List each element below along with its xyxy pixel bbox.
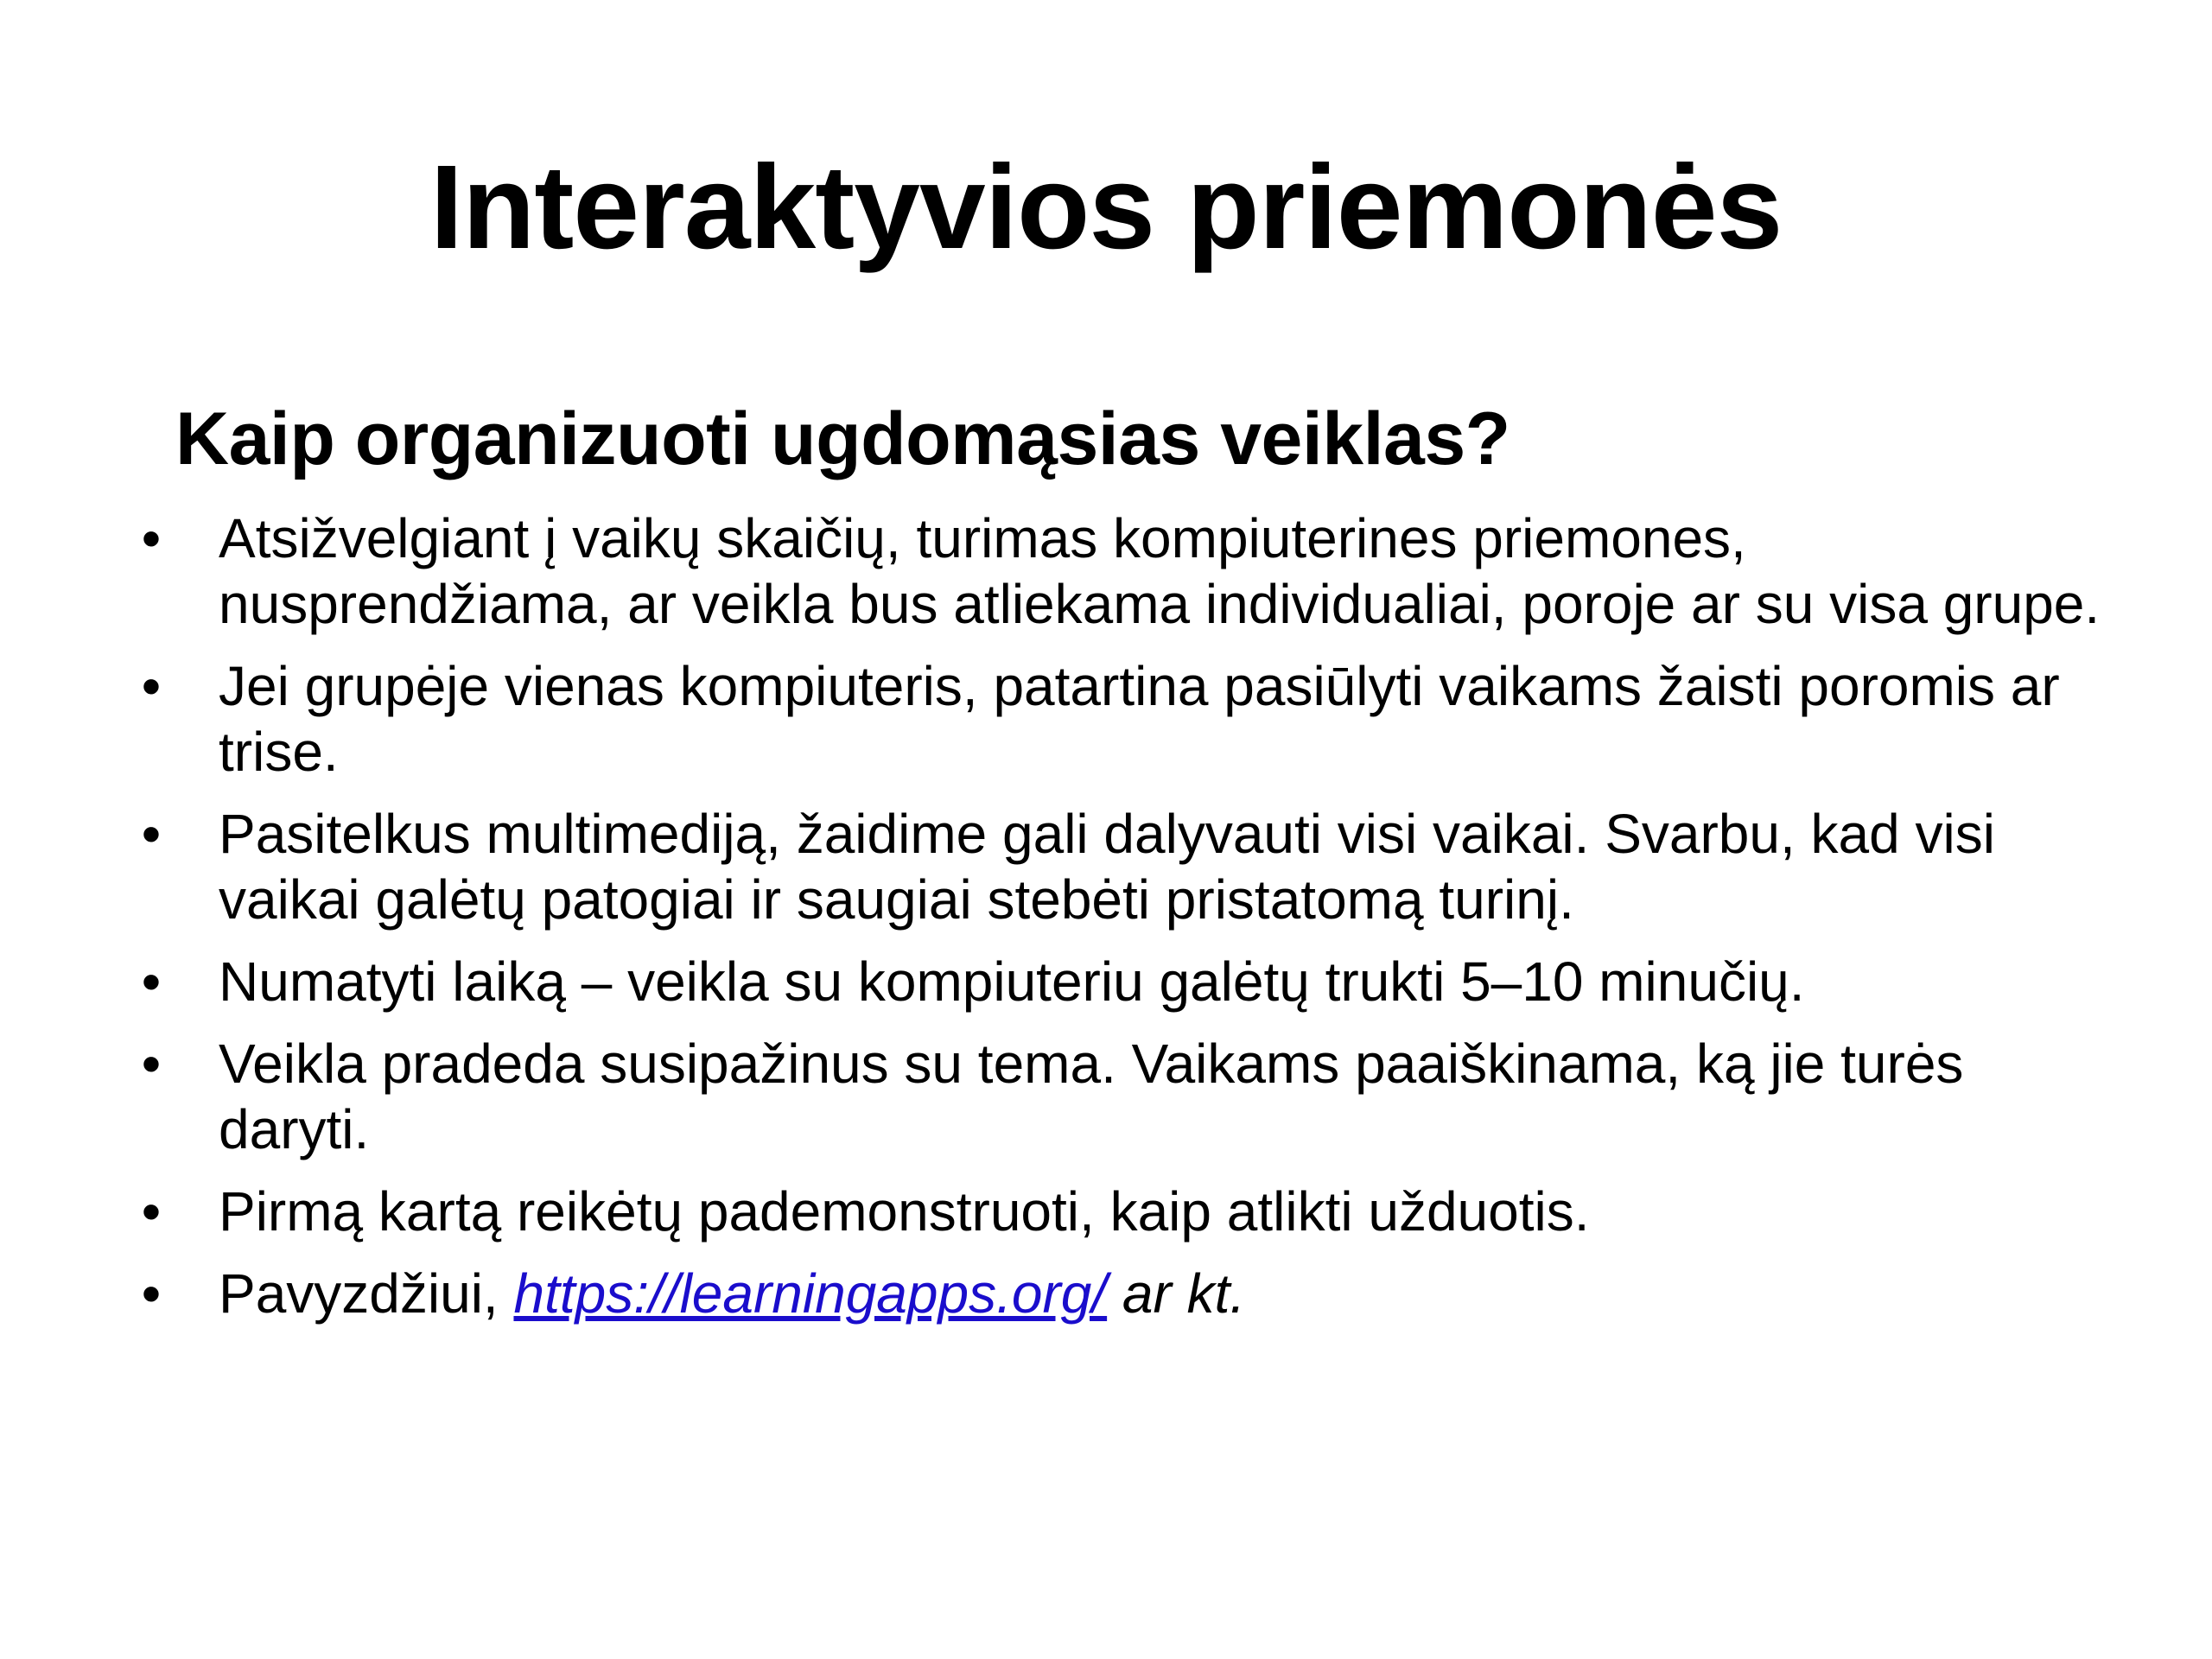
bullet-icon: • bbox=[141, 655, 162, 717]
bullet-item bbox=[130, 949, 2117, 1014]
bullet-list bbox=[130, 505, 2117, 1343]
bullet-icon: • bbox=[141, 1180, 162, 1243]
learningapps-link[interactable]: https://learningapps.org/ bbox=[513, 1262, 1108, 1325]
bullet-icon: • bbox=[141, 950, 162, 1013]
slide-subtitle: Kaip organizuoti ugdomąsias veiklas? bbox=[175, 397, 1510, 480]
bullet-text: Pirmą kartą reikėtų pademonstruoti, kaip atlikti užduotis. bbox=[219, 1180, 1590, 1243]
bullet-item bbox=[130, 801, 2117, 932]
example-prefix: Pavyzdžiui, bbox=[219, 1262, 514, 1325]
bullet-text: Veikla pradeda susipažinus su tema. Vaikams paaiškinama, ką jie turės daryti. bbox=[219, 1033, 1964, 1160]
bullet-item bbox=[130, 1031, 2117, 1162]
bullet-icon: • bbox=[141, 1262, 162, 1325]
bullet-icon: • bbox=[141, 507, 162, 569]
bullet-text: Pasitelkus multimediją, žaidime gali dalyvauti visi vaikai. Svarbu, kad visi vaikai galėtų patogiai ir saugiai stebėti pristatomą turinį. bbox=[219, 803, 1995, 931]
bullet-item bbox=[130, 505, 2117, 637]
bullet-item-example bbox=[130, 1261, 2117, 1326]
bullet-icon: • bbox=[141, 1033, 162, 1095]
bullet-icon: • bbox=[141, 803, 162, 865]
bullet-text: Jei grupėje vienas kompiuteris, patartina pasiūlyti vaikams žaisti poromis ar trise. bbox=[219, 655, 2060, 783]
bullet-item bbox=[130, 1179, 2117, 1244]
bullet-item bbox=[130, 653, 2117, 785]
bullet-text: Atsižvelgiant į vaikų skaičių, turimas kompiuterines priemones, nusprendžiama, ar veikla bus atliekama individualiai, poroje ar su visa grupe. bbox=[219, 507, 2101, 635]
bullet-text: Numatyti laiką – veikla su kompiuteriu galėtų trukti 5–10 minučių. bbox=[219, 950, 1805, 1013]
slide-title: Interaktyvios priemonės bbox=[429, 141, 1783, 274]
example-suffix: ar kt. bbox=[1107, 1262, 1246, 1325]
